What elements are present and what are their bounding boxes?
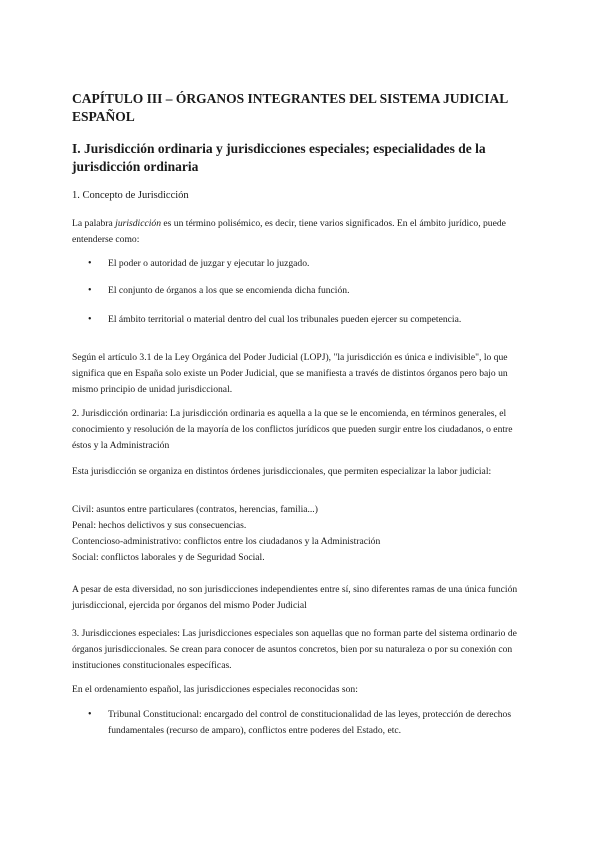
order-social: Social: conflictos laborales y de Seguridad Social.: [72, 552, 265, 563]
intro-paragraph: [72, 216, 528, 248]
list-item: • El conjunto de órganos a los que se encomienda dicha función.: [88, 283, 528, 299]
orders-list: [72, 502, 528, 566]
organiza-paragraph: Esta jurisdicción se organiza en distintos órdenes jurisdiccionales, que permiten especializar la labor judicial:: [72, 466, 492, 477]
ordinaria-paragraph: 2. Jurisdicción ordinaria: La jurisdicción ordinaria es aquella a la que se le encomienda, en términos generales, el conocimiento y resolución de la mayoría de los conflictos jurídicos que pueden surgir entre los ciudadanos, o entre éstos y la Administración: [72, 408, 513, 451]
lopj-paragraph: Según el artículo 3.1 de la Ley Orgánica del Poder Judicial (LOPJ), "la jurisdicción es única e indivisible", lo que significa que en España solo existe un Poder Judicial, que se manifiesta a través de distintos órganos pero bajo un mismo principio de unidad jurisdiccional.: [72, 352, 508, 395]
order-civil: Civil: asuntos entre particulares (contratos, herencias, familia...): [72, 504, 318, 515]
definition-list-1: [88, 256, 528, 272]
section-title: I. Jurisdicción ordinaria y jurisdicciones especiales; especialidades de la jurisdicción ordinaria: [72, 141, 486, 174]
intro-text-after: es un término polisémico, es decir, tiene varios significados. En el ámbito jurídico, puede entenderse como:: [72, 218, 506, 245]
intro-term: jurisdicción: [115, 218, 161, 229]
especiales-paragraph: 3. Jurisdicciones especiales: Las jurisdicciones especiales son aquellas que no forman parte del sistema ordinario de órganos jurisdiccionales. Se crean para conocer de asuntos concretos, bien por su naturaleza o por su conexión con instituciones constitucionales específicas.: [72, 628, 517, 671]
chapter-title: CAPÍTULO III – ÓRGANOS INTEGRANTES DEL SISTEMA JUDICIAL ESPAÑOL: [72, 91, 508, 124]
especiales-list: [88, 707, 528, 739]
intro-text-before: La palabra: [72, 218, 116, 229]
list-item: • El poder o autoridad de juzgar y ejecutar lo juzgado.: [88, 256, 528, 272]
definition-list-2: [88, 283, 528, 299]
definition-list-3: [88, 312, 528, 328]
diversidad-paragraph: A pesar de esta diversidad, no son jurisdicciones independientes entre sí, sino diferentes ramas de una única función jurisdiccional, ejercida por órganos del mismo Poder Judicial: [72, 584, 518, 611]
reconocidas-paragraph: En el ordenamiento español, las jurisdicciones especiales reconocidas son:: [72, 684, 358, 695]
order-contencioso: Contencioso-administrativo: conflictos entre los ciudadanos y la Administración: [72, 536, 381, 547]
list-item: • Tribunal Constitucional: encargado del control de constitucionalidad de las leyes, protección de derechos fundamentales (recurso de amparo), conflictos entre poderes del Estado, etc.: [88, 707, 528, 739]
order-penal: Penal: hechos delictivos y sus consecuencias.: [72, 520, 247, 531]
list-item: • El ámbito territorial o material dentro del cual los tribunales pueden ejercer su competencia.: [88, 312, 528, 328]
subheading-concepto: 1. Concepto de Jurisdicción: [72, 190, 189, 201]
